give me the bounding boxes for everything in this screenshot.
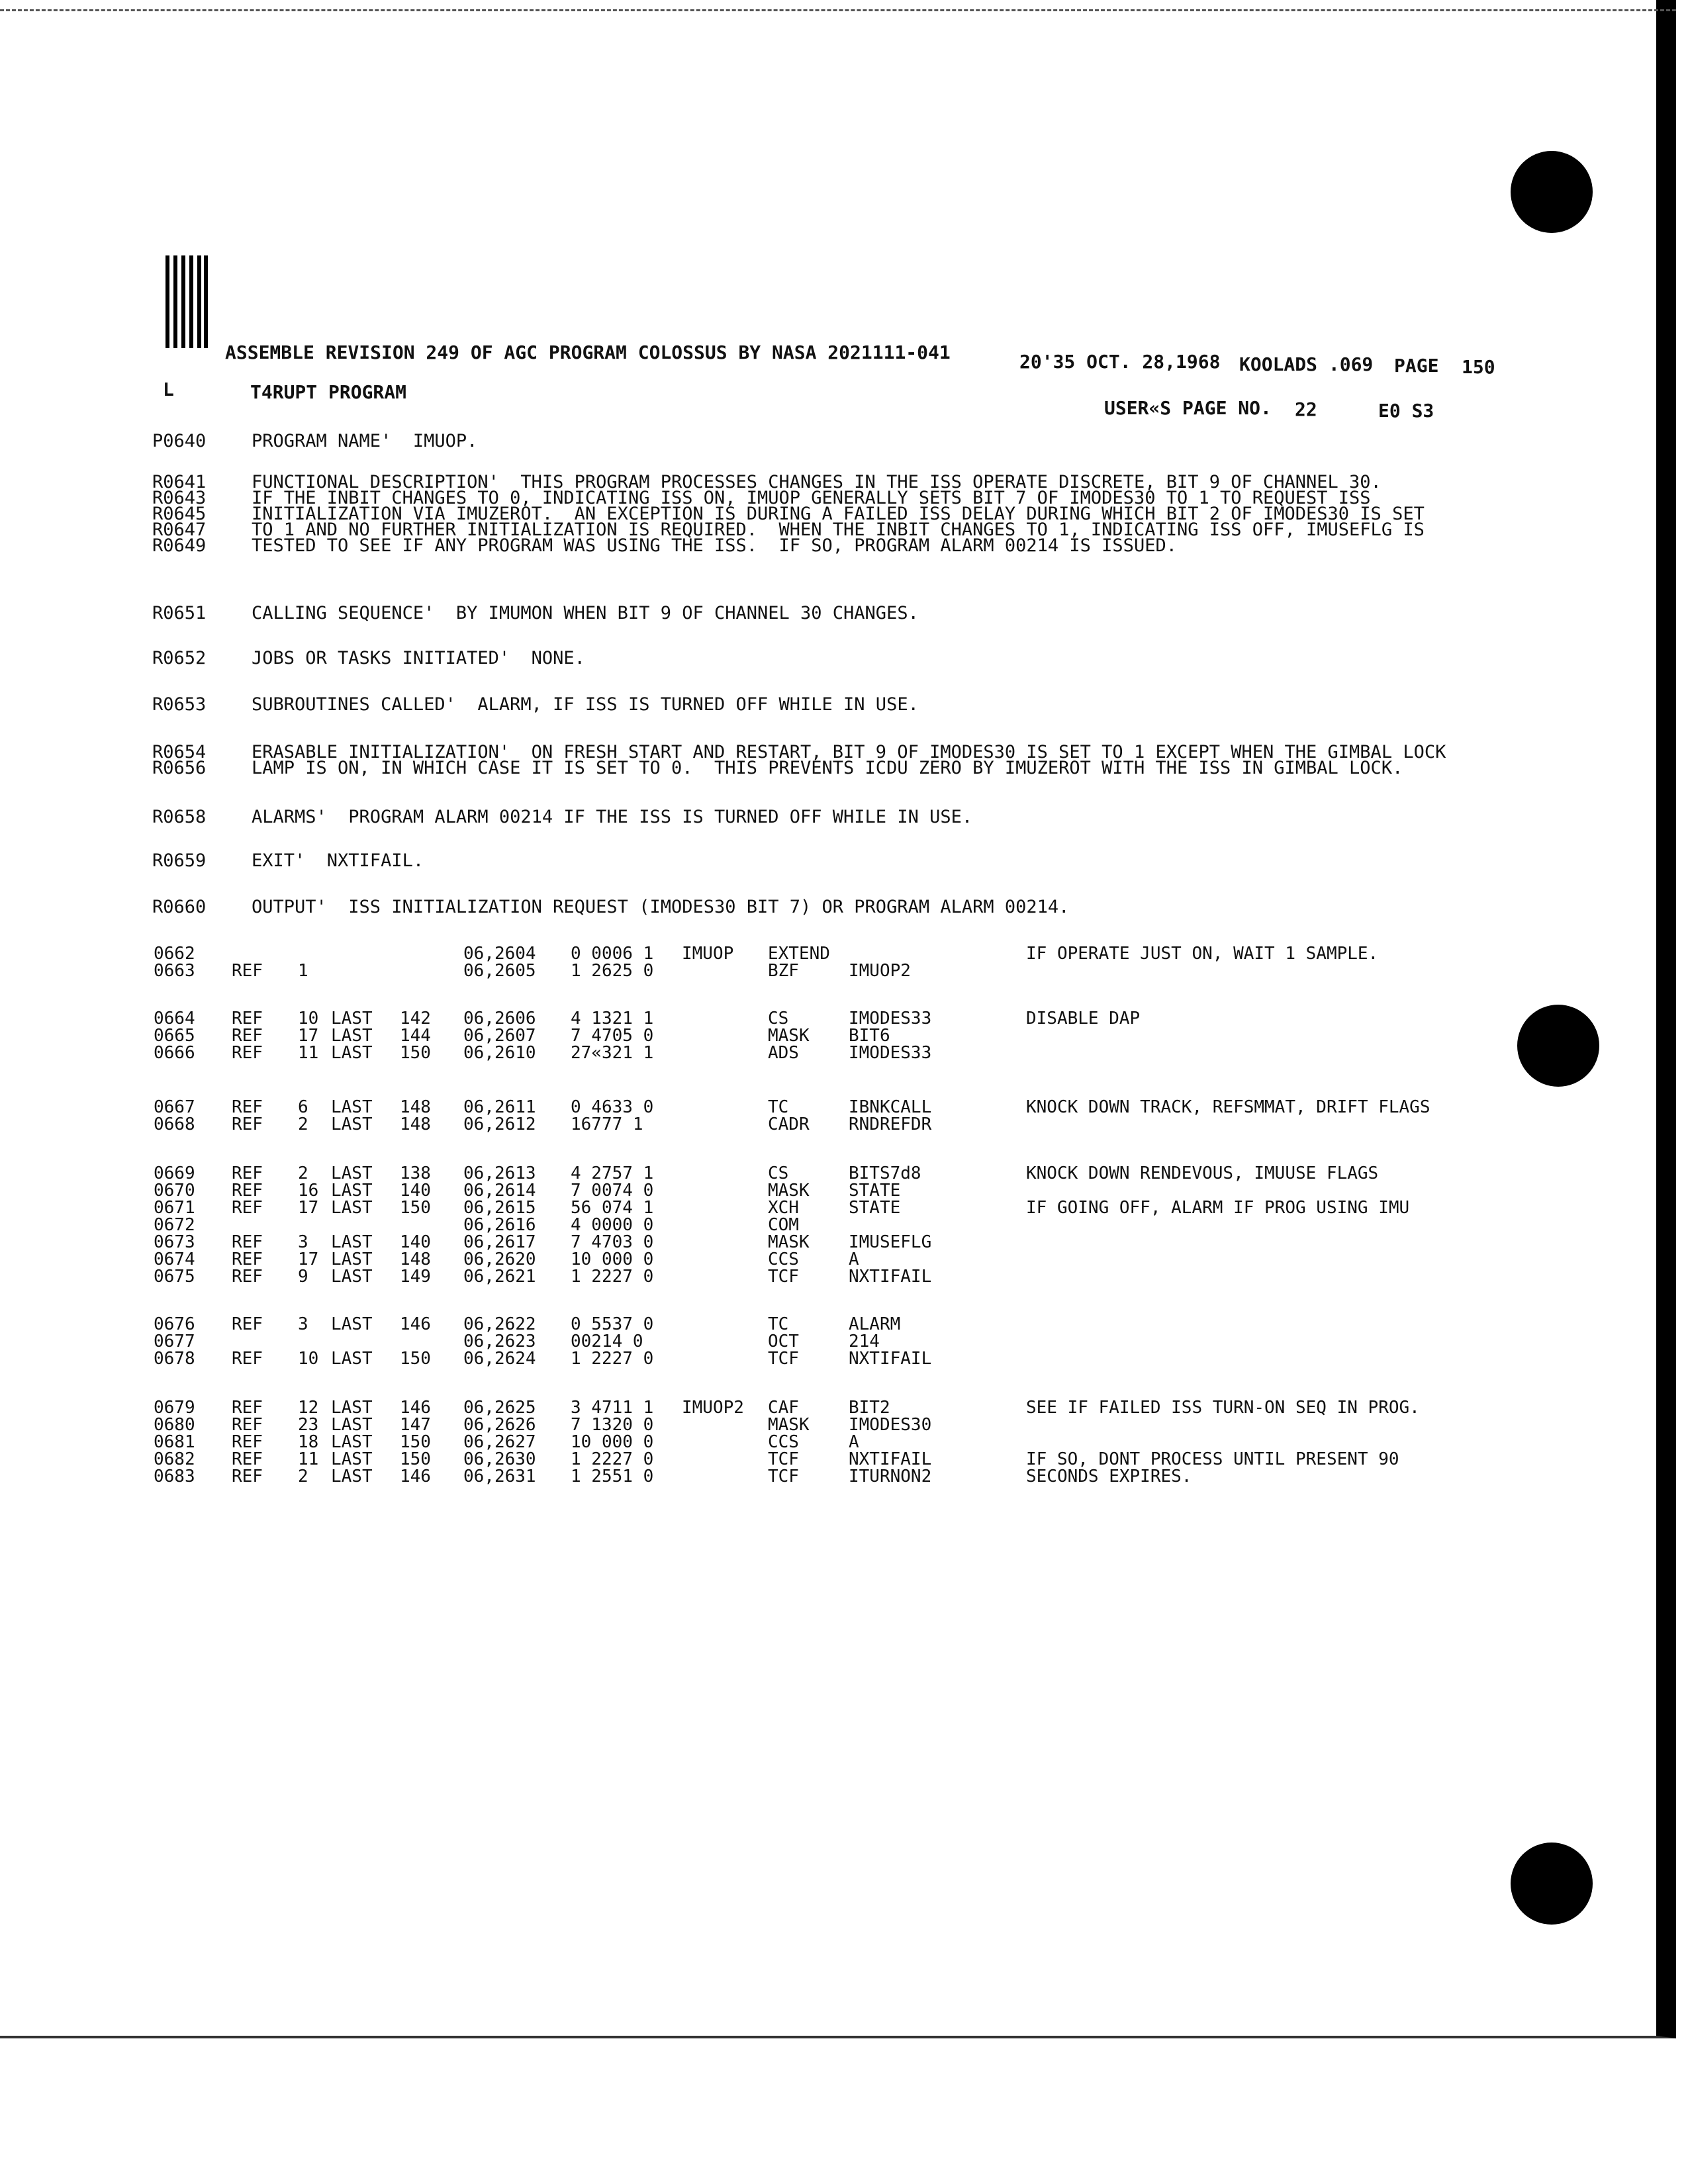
last-keyword: LAST <box>331 1314 373 1334</box>
ref-count: 11 <box>298 1043 319 1063</box>
record-text: CALLING SEQUENCE' BY IMUMON WHEN BIT 9 OF CHANNEL 30 CHANGES. <box>252 603 919 623</box>
octal-word: 4 0000 0 <box>571 1215 654 1235</box>
record-id: R0659 <box>152 850 207 871</box>
ref-keyword: REF <box>232 1097 263 1117</box>
octal-word: 56 074 1 <box>571 1198 654 1218</box>
operand: 214 <box>849 1332 880 1351</box>
last-count: 150 <box>400 1198 431 1218</box>
row-letter: L <box>163 379 174 400</box>
record-text: ERASABLE INITIALIZATION' ON FRESH START AND RESTART, BIT 9 OF IMODES30 IS SET TO 1 EXCEPT WHEN THE GIMBAL LOCK <box>252 742 1446 762</box>
line-number: 0681 <box>154 1432 195 1452</box>
address: 06,2625 <box>463 1398 536 1418</box>
octal-word: 16777 1 <box>571 1115 643 1134</box>
address: 06,2605 <box>463 961 536 981</box>
record-id: R0660 <box>152 897 207 917</box>
line-number: 0669 <box>154 1163 195 1183</box>
ref-keyword: REF <box>232 1232 263 1252</box>
opcode: CS <box>768 1163 789 1183</box>
operand: ALARM <box>849 1314 901 1334</box>
record-id: R0651 <box>152 603 207 623</box>
last-count: 146 <box>400 1314 431 1334</box>
record-text: FUNCTIONAL DESCRIPTION' THIS PROGRAM PROCESSES CHANGES IN THE ISS OPERATE DISCRETE, BIT 9 OF CHANNEL 30. <box>252 472 1382 492</box>
ref-keyword: REF <box>232 961 263 981</box>
ref-count: 23 <box>298 1415 319 1435</box>
opcode: MASK <box>768 1232 810 1252</box>
users-page-number: 22 <box>1295 398 1317 420</box>
address: 06,2606 <box>463 1009 536 1028</box>
opcode: XCH <box>768 1198 799 1218</box>
opcode: EXTEND <box>768 944 830 964</box>
octal-word: 10 000 0 <box>571 1250 654 1269</box>
code-line <box>0 961 1589 981</box>
code-line <box>0 1115 1589 1134</box>
address: 06,2626 <box>463 1415 536 1435</box>
address: 06,2622 <box>463 1314 536 1334</box>
operand: RNDREFDR <box>849 1115 932 1134</box>
operand: A <box>849 1250 859 1269</box>
line-number: 0675 <box>154 1267 195 1287</box>
line-number: 0666 <box>154 1043 195 1063</box>
record-text: EXIT' NXTIFAIL. <box>252 850 424 871</box>
line-number: 0676 <box>154 1314 195 1334</box>
line-number: 0677 <box>154 1332 195 1351</box>
last-count: 140 <box>400 1181 431 1201</box>
octal-word: 7 4705 0 <box>571 1026 654 1046</box>
ref-keyword: REF <box>232 1314 263 1334</box>
code-line <box>0 1043 1589 1063</box>
octal-word: 10 000 0 <box>571 1432 654 1452</box>
record-text: LAMP IS ON, IN WHICH CASE IT IS SET TO 0. THIS PREVENTS ICDU ZERO BY IMUZEROT WITH THE ISS IN GIMBAL LOCK. <box>252 758 1403 778</box>
opcode: OCT <box>768 1332 799 1351</box>
ref-keyword: REF <box>232 1043 263 1063</box>
octal-word: 7 1320 0 <box>571 1415 654 1435</box>
last-keyword: LAST <box>331 1267 373 1287</box>
last-keyword: LAST <box>331 1349 373 1369</box>
last-count: 147 <box>400 1415 431 1435</box>
opcode: CCS <box>768 1250 799 1269</box>
ref-count: 17 <box>298 1198 319 1218</box>
record-id: R0654 <box>152 742 207 762</box>
last-keyword: LAST <box>331 1181 373 1201</box>
ref-count: 9 <box>298 1267 308 1287</box>
octal-word: 00214 0 <box>571 1332 643 1351</box>
comment: KNOCK DOWN RENDEVOUS, IMUUSE FLAGS <box>1026 1163 1379 1183</box>
line-number: 0670 <box>154 1181 195 1201</box>
address: 06,2614 <box>463 1181 536 1201</box>
line-number: 0673 <box>154 1232 195 1252</box>
record-text: INITIALIZATION VIA IMUZEROT. AN EXCEPTION IS DURING A FAILED ISS DELAY DURING WHICH BIT 2 OF IMODES30 IS SET <box>252 504 1425 524</box>
ref-keyword: REF <box>232 1009 263 1028</box>
symbol-label: IMUOP2 <box>682 1398 744 1418</box>
last-keyword: LAST <box>331 1415 373 1435</box>
address: 06,2621 <box>463 1267 536 1287</box>
octal-word: 0 5537 0 <box>571 1314 654 1334</box>
last-count: 150 <box>400 1043 431 1063</box>
ref-count: 16 <box>298 1181 319 1201</box>
ref-keyword: REF <box>232 1467 263 1486</box>
last-count: 146 <box>400 1398 431 1418</box>
address: 06,2620 <box>463 1250 536 1269</box>
ref-count: 2 <box>298 1115 308 1134</box>
last-keyword: LAST <box>331 1043 373 1063</box>
line-number: 0682 <box>154 1449 195 1469</box>
ref-count: 11 <box>298 1449 319 1469</box>
record-id: R0658 <box>152 807 207 827</box>
ref-keyword: REF <box>232 1198 263 1218</box>
operand: IMODES33 <box>849 1043 932 1063</box>
address: 06,2623 <box>463 1332 536 1351</box>
octal-word: 0 4633 0 <box>571 1097 654 1117</box>
last-count: 146 <box>400 1467 431 1486</box>
address: 06,2611 <box>463 1097 536 1117</box>
code-line <box>0 1467 1589 1486</box>
record-id: P0640 <box>152 431 207 451</box>
operand: NXTIFAIL <box>849 1349 932 1369</box>
comment: SEE IF FAILED ISS TURN-ON SEQ IN PROG. <box>1026 1398 1420 1418</box>
operand: STATE <box>849 1181 901 1201</box>
address: 06,2612 <box>463 1115 536 1134</box>
page-label: PAGE <box>1394 355 1439 377</box>
record-text: JOBS OR TASKS INITIATED' NONE. <box>252 648 585 668</box>
ref-keyword: REF <box>232 1449 263 1469</box>
line-number: 0679 <box>154 1398 195 1418</box>
last-keyword: LAST <box>331 1115 373 1134</box>
record-id: R0653 <box>152 694 207 715</box>
ref-keyword: REF <box>232 1349 263 1369</box>
code-line <box>0 1267 1589 1287</box>
ref-keyword: REF <box>232 1026 263 1046</box>
comment: DISABLE DAP <box>1026 1009 1141 1028</box>
opcode: MASK <box>768 1181 810 1201</box>
last-count: 150 <box>400 1349 431 1369</box>
record-id: R0656 <box>152 758 207 778</box>
line-number: 0678 <box>154 1349 195 1369</box>
code-line <box>0 1349 1589 1369</box>
operand: BITS7d8 <box>849 1163 921 1183</box>
last-count: 144 <box>400 1026 431 1046</box>
record-id: R0652 <box>152 648 207 668</box>
ref-count: 18 <box>298 1432 319 1452</box>
page-mark: E0 S3 <box>1378 400 1434 422</box>
record-id: R0641 <box>152 472 207 492</box>
last-count: 150 <box>400 1432 431 1452</box>
ref-keyword: REF <box>232 1163 263 1183</box>
address: 06,2630 <box>463 1449 536 1469</box>
octal-word: 27«321 1 <box>571 1043 654 1063</box>
ref-count: 10 <box>298 1349 319 1369</box>
operand: IBNKCALL <box>849 1097 932 1117</box>
line-number: 0668 <box>154 1115 195 1134</box>
ref-keyword: REF <box>232 1267 263 1287</box>
opcode: CAF <box>768 1398 799 1418</box>
opcode: CADR <box>768 1115 810 1134</box>
last-keyword: LAST <box>331 1198 373 1218</box>
symbol-label: IMUOP <box>682 944 734 964</box>
operand: NXTIFAIL <box>849 1449 932 1469</box>
opcode: TCF <box>768 1467 799 1486</box>
ref-keyword: REF <box>232 1432 263 1452</box>
address: 06,2631 <box>463 1467 536 1486</box>
record-id: R0643 <box>152 488 207 508</box>
ref-count: 1 <box>298 961 308 981</box>
binder-clip-mark <box>164 255 211 348</box>
octal-word: 3 4711 1 <box>571 1398 654 1418</box>
line-number: 0683 <box>154 1467 195 1486</box>
address: 06,2610 <box>463 1043 536 1063</box>
ref-count: 3 <box>298 1314 308 1334</box>
ref-keyword: REF <box>232 1181 263 1201</box>
octal-word: 1 2551 0 <box>571 1467 654 1486</box>
last-keyword: LAST <box>331 1026 373 1046</box>
address: 06,2617 <box>463 1232 536 1252</box>
opcode: CS <box>768 1009 789 1028</box>
opcode: TC <box>768 1314 789 1334</box>
page-number: 150 <box>1462 356 1495 378</box>
operand: BIT6 <box>849 1026 890 1046</box>
ref-count: 6 <box>298 1097 308 1117</box>
octal-word: 1 2227 0 <box>571 1267 654 1287</box>
operand: IMUSEFLG <box>849 1232 932 1252</box>
record-text: OUTPUT' ISS INITIALIZATION REQUEST (IMODES30 BIT 7) OR PROGRAM ALARM 00214. <box>252 897 1070 917</box>
ref-keyword: REF <box>232 1415 263 1435</box>
comment: IF SO, DONT PROCESS UNTIL PRESENT 90 <box>1026 1449 1399 1469</box>
address: 06,2607 <box>463 1026 536 1046</box>
octal-word: 7 4703 0 <box>571 1232 654 1252</box>
ref-keyword: REF <box>232 1398 263 1418</box>
address: 06,2616 <box>463 1215 536 1235</box>
record-id: R0649 <box>152 535 207 556</box>
ref-count: 2 <box>298 1467 308 1486</box>
octal-word: 4 1321 1 <box>571 1009 654 1028</box>
comment: IF GOING OFF, ALARM IF PROG USING IMU <box>1026 1198 1410 1218</box>
record-id: R0647 <box>152 520 207 540</box>
last-keyword: LAST <box>331 1449 373 1469</box>
ref-count: 2 <box>298 1163 308 1183</box>
address: 06,2604 <box>463 944 536 964</box>
punch-hole-top <box>1511 151 1593 233</box>
line-number: 0664 <box>154 1009 195 1028</box>
operand: NXTIFAIL <box>849 1267 932 1287</box>
punch-hole-bottom <box>1511 1843 1593 1925</box>
operand: BIT2 <box>849 1398 890 1418</box>
last-count: 149 <box>400 1267 431 1287</box>
ref-keyword: REF <box>232 1115 263 1134</box>
record-text: PROGRAM NAME' IMUOP. <box>252 431 478 451</box>
assembly-title: ASSEMBLE REVISION 249 OF AGC PROGRAM COLOSSUS BY NASA 2021111-041 <box>225 341 951 363</box>
address: 06,2615 <box>463 1198 536 1218</box>
octal-word: 4 2757 1 <box>571 1163 654 1183</box>
line-number: 0665 <box>154 1026 195 1046</box>
ref-count: 12 <box>298 1398 319 1418</box>
comment: SECONDS EXPIRES. <box>1026 1467 1192 1486</box>
last-count: 138 <box>400 1163 431 1183</box>
octal-word: 1 2227 0 <box>571 1449 654 1469</box>
line-number: 0667 <box>154 1097 195 1117</box>
last-keyword: LAST <box>331 1467 373 1486</box>
operand: IMODES30 <box>849 1415 932 1435</box>
operand: IMUOP2 <box>849 961 911 981</box>
address: 06,2613 <box>463 1163 536 1183</box>
last-keyword: LAST <box>331 1232 373 1252</box>
record-text: ALARMS' PROGRAM ALARM 00214 IF THE ISS IS TURNED OFF WHILE IN USE. <box>252 807 973 827</box>
last-keyword: LAST <box>331 1432 373 1452</box>
last-count: 140 <box>400 1232 431 1252</box>
last-keyword: LAST <box>331 1250 373 1269</box>
record-text: IF THE INBIT CHANGES TO 0, INDICATING ISS ON, IMUOP GENERALLY SETS BIT 7 OF IMODES30 TO 1 TO REQUEST ISS <box>252 488 1371 508</box>
last-keyword: LAST <box>331 1163 373 1183</box>
opcode: ADS <box>768 1043 799 1063</box>
address: 06,2627 <box>463 1432 536 1452</box>
operand: ITURNON2 <box>849 1467 932 1486</box>
assembly-datetime: 20'35 OCT. 28,1968 <box>1019 351 1221 373</box>
opcode: CCS <box>768 1432 799 1452</box>
section-title: T4RUPT PROGRAM <box>250 381 407 403</box>
assembly-koolads: KOOLADS .069 <box>1239 353 1374 375</box>
line-number: 0662 <box>154 944 195 964</box>
line-number: 0672 <box>154 1215 195 1235</box>
address: 06,2624 <box>463 1349 536 1369</box>
octal-word: 7 0074 0 <box>571 1181 654 1201</box>
operand: A <box>849 1432 859 1452</box>
line-number: 0671 <box>154 1198 195 1218</box>
last-keyword: LAST <box>331 1097 373 1117</box>
octal-word: 0 0006 1 <box>571 944 654 964</box>
comment: IF OPERATE JUST ON, WAIT 1 SAMPLE. <box>1026 944 1379 964</box>
opcode: MASK <box>768 1415 810 1435</box>
octal-word: 1 2227 0 <box>571 1349 654 1369</box>
last-keyword: LAST <box>331 1398 373 1418</box>
opcode: MASK <box>768 1026 810 1046</box>
record-text: SUBROUTINES CALLED' ALARM, IF ISS IS TURNED OFF WHILE IN USE. <box>252 694 919 715</box>
ref-keyword: REF <box>232 1250 263 1269</box>
line-number: 0674 <box>154 1250 195 1269</box>
users-page-label: USER«S PAGE NO. <box>1104 397 1272 419</box>
last-keyword: LAST <box>331 1009 373 1028</box>
line-number: 0663 <box>154 961 195 981</box>
line-number: 0680 <box>154 1415 195 1435</box>
operand: STATE <box>849 1198 901 1218</box>
opcode: TCF <box>768 1449 799 1469</box>
last-count: 148 <box>400 1250 431 1269</box>
last-count: 150 <box>400 1449 431 1469</box>
ref-count: 10 <box>298 1009 319 1028</box>
opcode: TCF <box>768 1267 799 1287</box>
comment: KNOCK DOWN TRACK, REFSMMAT, DRIFT FLAGS <box>1026 1097 1430 1117</box>
opcode: BZF <box>768 961 799 981</box>
octal-word: 1 2625 0 <box>571 961 654 981</box>
last-count: 148 <box>400 1097 431 1117</box>
last-count: 148 <box>400 1115 431 1134</box>
ref-count: 3 <box>298 1232 308 1252</box>
record-text: TESTED TO SEE IF ANY PROGRAM WAS USING THE ISS. IF SO, PROGRAM ALARM 00214 IS ISSUED. <box>252 535 1177 556</box>
ref-count: 17 <box>298 1026 319 1046</box>
record-text: TO 1 AND NO FURTHER INITIALIZATION IS REQUIRED. WHEN THE INBIT CHANGES TO 1, INDICATING ISS OFF, IMUSEFLG IS <box>252 520 1425 540</box>
opcode: TC <box>768 1097 789 1117</box>
last-count: 142 <box>400 1009 431 1028</box>
opcode: COM <box>768 1215 799 1235</box>
record-id: R0645 <box>152 504 207 524</box>
opcode: TCF <box>768 1349 799 1369</box>
page-top-edge <box>0 9 1676 11</box>
operand: IMODES33 <box>849 1009 932 1028</box>
ref-count: 17 <box>298 1250 319 1269</box>
